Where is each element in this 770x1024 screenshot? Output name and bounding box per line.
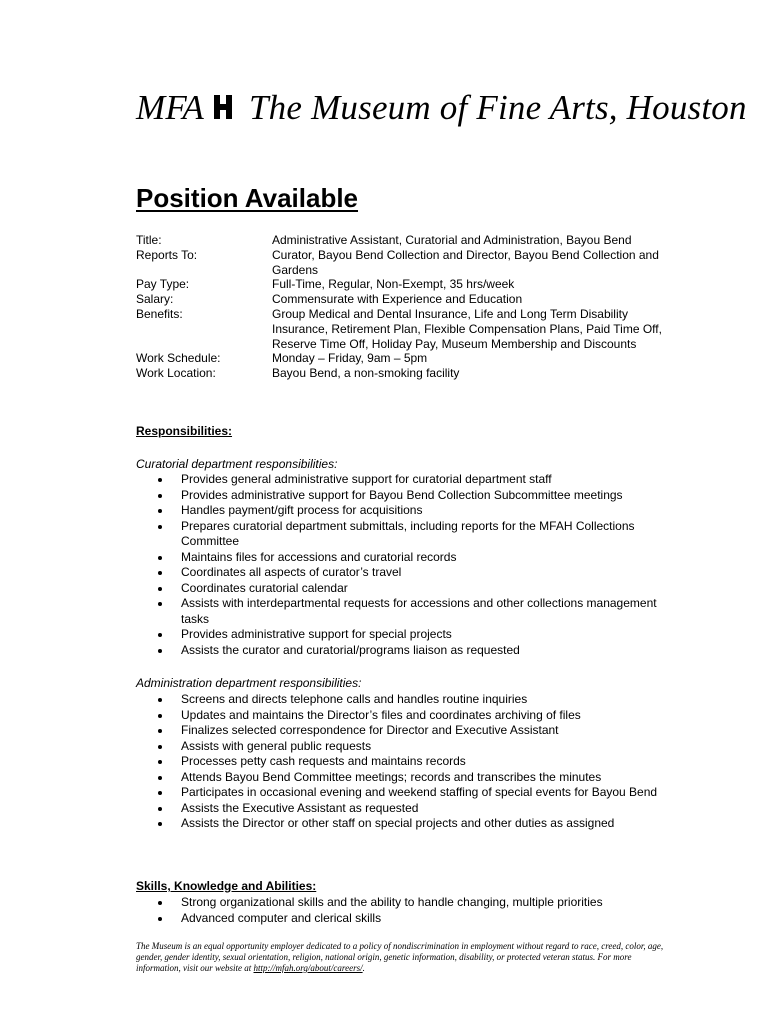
info-row-title <box>136 233 692 248</box>
bullet-icon <box>158 917 162 921</box>
list-item <box>136 627 666 643</box>
list-item <box>136 692 666 708</box>
list-item <box>136 472 666 488</box>
list-item <box>136 503 666 519</box>
list-item-text: Finalizes selected correspondence for Director and Executive Assistant <box>181 723 559 737</box>
bullet-icon <box>158 729 162 733</box>
list-item <box>136 550 666 566</box>
info-label: Salary: <box>136 292 174 307</box>
eeo-footer <box>136 941 676 974</box>
list-item-text: Assists the Director or other staff on special projects and other duties as assigned <box>181 816 615 830</box>
footer-text: The Museum is an equal opportunity employer dedicated to a policy of nondiscrimination in employment without regard to race, creed, color, age, gender, gender identity, sexual orientation, religion, national origin, genetic information, disability, or protected veteran status. For more information, visit our website at <box>136 941 664 973</box>
list-item <box>136 816 666 832</box>
list-item-text: Strong organizational skills and the ability to handle changing, multiple priorities <box>181 895 603 909</box>
info-value: Full-Time, Regular, Non-Exempt, 35 hrs/week <box>272 277 515 292</box>
bullet-icon <box>158 556 162 560</box>
bullet-icon <box>158 649 162 653</box>
list-item-text: Provides administrative support for special projects <box>181 627 452 641</box>
list-item-text: Maintains files for accessions and curatorial records <box>181 549 457 564</box>
bullet-icon <box>158 525 162 529</box>
museum-name: The Museum of Fine Arts, Houston <box>249 88 747 127</box>
bullet-icon <box>158 571 162 575</box>
list-item-text: Participates in occasional evening and weekend staffing of special events for Bayou Bend <box>181 785 658 799</box>
info-row-work-location <box>136 366 692 381</box>
list-item <box>136 643 666 659</box>
info-label: Work Schedule: <box>136 351 221 366</box>
bullet-icon <box>158 776 162 780</box>
info-row-pay-type <box>136 277 692 292</box>
info-row-salary <box>136 292 692 307</box>
curatorial-list <box>136 472 666 658</box>
bullet-icon <box>158 509 162 513</box>
list-item-text: Assists with general public requests <box>181 738 372 753</box>
position-info <box>136 233 692 381</box>
info-label: Pay Type: <box>136 277 190 292</box>
list-item-text: Provides administrative support for Bayou Bend Collection Subcommittee meetings <box>181 487 623 502</box>
list-item <box>136 708 666 724</box>
info-row-work-schedule <box>136 351 692 366</box>
bullet-icon <box>158 791 162 795</box>
info-row-reports-to <box>136 248 692 278</box>
info-value: Group Medical and Dental Insurance, Life and Long Term Disability Insurance, Retirement Plan, Flexible Compensation Plans, Paid Time Off, Reserve Time Off, Holiday Pay, Museum Membership and Discounts <box>272 306 662 351</box>
info-value: Curator, Bayou Bend Collection and Director, Bayou Bend Collection and Gardens <box>272 247 659 277</box>
list-item-text: Assists the curator and curatorial/programs liaison as requested <box>181 642 520 657</box>
bullet-icon <box>158 745 162 749</box>
list-item-text: Coordinates curatorial calendar <box>181 580 348 595</box>
list-item-text: Handles payment/gift process for acquisitions <box>181 503 423 517</box>
list-item <box>136 739 666 755</box>
skills-heading: Skills, Knowledge and Abilities: <box>136 879 317 893</box>
bullet-icon <box>158 760 162 764</box>
bullet-icon <box>158 807 162 811</box>
page-title: Position Available <box>136 183 359 213</box>
logo-text: MFA <box>136 88 205 127</box>
list-item <box>136 581 666 597</box>
info-value: Commensurate with Experience and Education <box>272 292 523 307</box>
list-item <box>136 785 666 801</box>
bullet-icon <box>158 494 162 498</box>
list-item-text: Updates and maintains the Director’s files and coordinates archiving of files <box>181 707 581 722</box>
bullet-icon <box>158 698 162 702</box>
info-value: Administrative Assistant, Curatorial and Administration, Bayou Bend <box>272 233 632 247</box>
info-value: Monday – Friday, 9am – 5pm <box>272 351 428 366</box>
list-item <box>136 723 666 739</box>
info-label: Benefits: <box>136 306 183 321</box>
info-label: Reports To: <box>136 247 198 262</box>
list-item-text: Processes petty cash requests and maintains records <box>181 754 466 768</box>
careers-link[interactable]: http://mfah.org/about/careers/ <box>253 963 363 973</box>
list-item-text: Coordinates all aspects of curator’s travel <box>181 565 402 579</box>
bullet-icon <box>158 633 162 637</box>
bullet-icon <box>158 822 162 826</box>
info-value: Bayou Bend, a non-smoking facility <box>272 366 460 381</box>
list-item <box>136 519 666 550</box>
list-item <box>136 754 666 770</box>
list-item-text: Provides general administrative support for curatorial department staff <box>181 472 552 486</box>
list-item <box>136 895 666 911</box>
list-item <box>136 911 666 927</box>
list-item-text: Assists the Executive Assistant as requested <box>181 800 419 815</box>
mfah-logo-icon <box>214 95 232 119</box>
list-item-text: Assists with interdepartmental requests for accessions and other collections management tasks <box>181 596 657 626</box>
bullet-icon <box>158 901 162 905</box>
list-item-text: Screens and directs telephone calls and handles routine inquiries <box>181 692 528 706</box>
administration-heading: Administration department responsibilities: <box>136 676 362 690</box>
list-item-text: Attends Bayou Bend Committee meetings; records and transcribes the minutes <box>181 769 602 784</box>
info-label: Work Location: <box>136 366 216 381</box>
info-row-benefits <box>136 307 692 351</box>
bullet-icon <box>158 602 162 606</box>
skills-list <box>136 895 666 926</box>
info-label: Title: <box>136 233 162 247</box>
museum-header <box>136 86 747 130</box>
bullet-icon <box>158 478 162 482</box>
curatorial-heading: Curatorial department responsibilities: <box>136 457 338 471</box>
footer-end: . <box>362 963 365 973</box>
list-item <box>136 770 666 786</box>
list-item <box>136 801 666 817</box>
list-item <box>136 596 666 627</box>
bullet-icon <box>158 714 162 718</box>
list-item <box>136 565 666 581</box>
list-item-text: Advanced computer and clerical skills <box>181 910 382 925</box>
responsibilities-heading: Responsibilities: <box>136 424 233 438</box>
administration-list <box>136 692 666 832</box>
bullet-icon <box>158 587 162 591</box>
list-item <box>136 488 666 504</box>
list-item-text: Prepares curatorial department submittals, including reports for the MFAH Collections Committee <box>181 518 635 548</box>
